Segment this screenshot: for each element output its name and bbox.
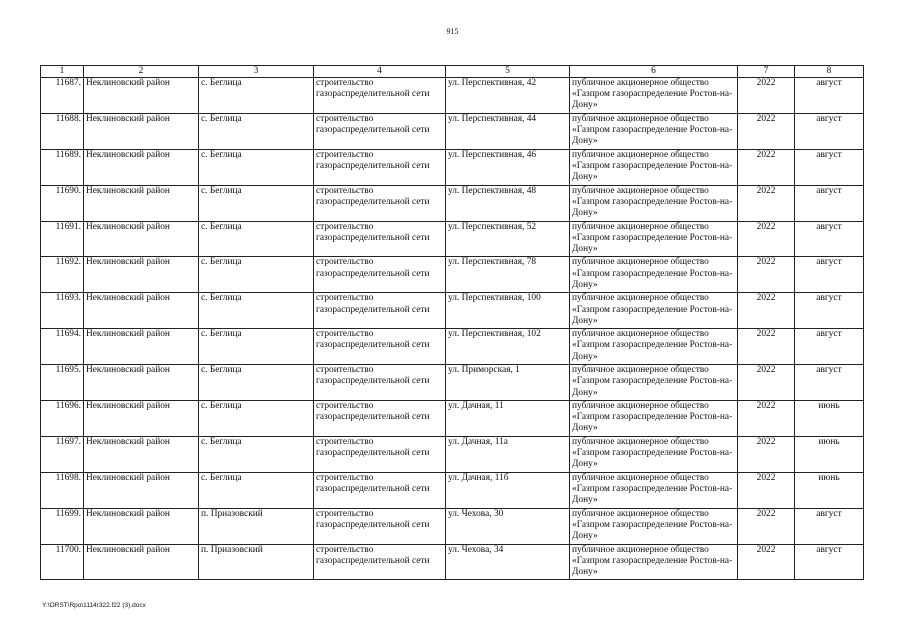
year-cell: 2022 xyxy=(738,185,795,221)
address-cell: ул. Перспективная, 52 xyxy=(446,221,570,257)
table-row xyxy=(41,149,864,185)
settlement-cell: с. Беглица xyxy=(199,113,314,149)
organization-cell: публичное акционерное общество «Газпром газораспределение Ростов-на-Дону» xyxy=(570,365,738,401)
work-type-cell: строительство газораспределительной сети xyxy=(314,149,446,185)
address-cell: ул. Приморская, 1 xyxy=(446,365,570,401)
organization-cell: публичное акционерное общество «Газпром газораспределение Ростов-на-Дону» xyxy=(570,401,738,437)
month-cell: август xyxy=(795,149,864,185)
district-cell: Неклиновский район xyxy=(84,113,199,149)
organization-cell: публичное акционерное общество «Газпром газораспределение Ростов-на-Дону» xyxy=(570,221,738,257)
work-type-cell: строительство газораспределительной сети xyxy=(314,329,446,365)
table-row xyxy=(41,472,864,508)
row-number: 11691. xyxy=(41,221,84,257)
column-number-row xyxy=(41,66,864,78)
row-number: 11693. xyxy=(41,293,84,329)
address-cell: ул. Чехова, 30 xyxy=(446,508,570,544)
row-number: 11698. xyxy=(41,472,84,508)
district-cell: Неклиновский район xyxy=(84,329,199,365)
year-cell: 2022 xyxy=(738,113,795,149)
work-type-cell: строительство газораспределительной сети xyxy=(314,257,446,293)
settlement-cell: с. Беглица xyxy=(199,472,314,508)
organization-cell: публичное акционерное общество «Газпром газораспределение Ростов-на-Дону» xyxy=(570,78,738,114)
year-cell: 2022 xyxy=(738,436,795,472)
organization-cell: публичное акционерное общество «Газпром газораспределение Ростов-на-Дону» xyxy=(570,113,738,149)
table-row xyxy=(41,185,864,221)
settlement-cell: с. Беглица xyxy=(199,257,314,293)
year-cell: 2022 xyxy=(738,401,795,437)
organization-cell: публичное акционерное общество «Газпром газораспределение Ростов-на-Дону» xyxy=(570,293,738,329)
year-cell: 2022 xyxy=(738,257,795,293)
year-cell: 2022 xyxy=(738,149,795,185)
column-header-4: 4 xyxy=(314,66,446,78)
address-cell: ул. Перспективная, 42 xyxy=(446,78,570,114)
address-cell: ул. Перспективная, 102 xyxy=(446,329,570,365)
work-type-cell: строительство газораспределительной сети xyxy=(314,401,446,437)
month-cell: июнь xyxy=(795,436,864,472)
district-cell: Неклиновский район xyxy=(84,293,199,329)
row-number: 11700. xyxy=(41,544,84,580)
year-cell: 2022 xyxy=(738,221,795,257)
row-number: 11690. xyxy=(41,185,84,221)
year-cell: 2022 xyxy=(738,78,795,114)
district-cell: Неклиновский район xyxy=(84,544,199,580)
year-cell: 2022 xyxy=(738,544,795,580)
row-number: 11696. xyxy=(41,401,84,437)
district-cell: Неклиновский район xyxy=(84,436,199,472)
address-cell: ул. Перспективная, 100 xyxy=(446,293,570,329)
row-number: 11697. xyxy=(41,436,84,472)
table-row xyxy=(41,436,864,472)
table-row xyxy=(41,78,864,114)
column-header-7: 7 xyxy=(738,66,795,78)
address-cell: ул. Перспективная, 46 xyxy=(446,149,570,185)
column-header-8: 8 xyxy=(795,66,864,78)
work-type-cell: строительство газораспределительной сети xyxy=(314,185,446,221)
month-cell: август xyxy=(795,329,864,365)
work-type-cell: строительство газораспределительной сети xyxy=(314,508,446,544)
work-type-cell: строительство газораспределительной сети xyxy=(314,293,446,329)
district-cell: Неклиновский район xyxy=(84,185,199,221)
district-cell: Неклиновский район xyxy=(84,365,199,401)
month-cell: август xyxy=(795,78,864,114)
work-type-cell: строительство газораспределительной сети xyxy=(314,544,446,580)
settlement-cell: п. Приазовский xyxy=(199,508,314,544)
year-cell: 2022 xyxy=(738,472,795,508)
month-cell: август xyxy=(795,257,864,293)
settlement-cell: с. Беглица xyxy=(199,185,314,221)
year-cell: 2022 xyxy=(738,365,795,401)
column-header-3: 3 xyxy=(199,66,314,78)
table-row xyxy=(41,544,864,580)
address-cell: ул. Чехова, 34 xyxy=(446,544,570,580)
work-type-cell: строительство газораспределительной сети xyxy=(314,365,446,401)
month-cell: август xyxy=(795,293,864,329)
organization-cell: публичное акционерное общество «Газпром газораспределение Ростов-на-Дону» xyxy=(570,508,738,544)
table-row xyxy=(41,508,864,544)
table-row xyxy=(41,257,864,293)
address-cell: ул. Дачная, 11а xyxy=(446,436,570,472)
settlement-cell: с. Беглица xyxy=(199,436,314,472)
organization-cell: публичное акционерное общество «Газпром газораспределение Ростов-на-Дону» xyxy=(570,436,738,472)
row-number: 11695. xyxy=(41,365,84,401)
settlement-cell: п. Приазовский xyxy=(199,544,314,580)
settlement-cell: с. Беглица xyxy=(199,293,314,329)
organization-cell: публичное акционерное общество «Газпром газораспределение Ростов-на-Дону» xyxy=(570,149,738,185)
work-type-cell: строительство газораспределительной сети xyxy=(314,113,446,149)
column-header-1: 1 xyxy=(41,66,84,78)
organization-cell: публичное акционерное общество «Газпром газораспределение Ростов-на-Дону» xyxy=(570,257,738,293)
table-row xyxy=(41,329,864,365)
month-cell: август xyxy=(795,221,864,257)
organization-cell: публичное акционерное общество «Газпром газораспределение Ростов-на-Дону» xyxy=(570,185,738,221)
table-row xyxy=(41,401,864,437)
organization-cell: публичное акционерное общество «Газпром газораспределение Ростов-на-Дону» xyxy=(570,544,738,580)
address-cell: ул. Перспективная, 48 xyxy=(446,185,570,221)
year-cell: 2022 xyxy=(738,329,795,365)
address-cell: ул. Дачная, 11 xyxy=(446,401,570,437)
district-cell: Неклиновский район xyxy=(84,78,199,114)
organization-cell: публичное акционерное общество «Газпром газораспределение Ростов-на-Дону» xyxy=(570,329,738,365)
district-cell: Неклиновский район xyxy=(84,221,199,257)
work-type-cell: строительство газораспределительной сети xyxy=(314,436,446,472)
year-cell: 2022 xyxy=(738,293,795,329)
month-cell: август xyxy=(795,113,864,149)
row-number: 11692. xyxy=(41,257,84,293)
register-table xyxy=(40,65,864,580)
month-cell: июнь xyxy=(795,401,864,437)
settlement-cell: с. Беглица xyxy=(199,401,314,437)
table-row xyxy=(41,221,864,257)
row-number: 11694. xyxy=(41,329,84,365)
settlement-cell: с. Беглица xyxy=(199,78,314,114)
district-cell: Неклиновский район xyxy=(84,257,199,293)
month-cell: август xyxy=(795,185,864,221)
table-row xyxy=(41,113,864,149)
settlement-cell: с. Беглица xyxy=(199,365,314,401)
column-header-2: 2 xyxy=(84,66,199,78)
settlement-cell: с. Беглица xyxy=(199,329,314,365)
month-cell: июнь xyxy=(795,472,864,508)
address-cell: ул. Перспективная, 78 xyxy=(446,257,570,293)
work-type-cell: строительство газораспределительной сети xyxy=(314,78,446,114)
organization-cell: публичное акционерное общество «Газпром газораспределение Ростов-на-Дону» xyxy=(570,472,738,508)
table-row xyxy=(41,365,864,401)
table-row xyxy=(41,293,864,329)
work-type-cell: строительство газораспределительной сети xyxy=(314,472,446,508)
row-number: 11699. xyxy=(41,508,84,544)
column-header-6: 6 xyxy=(570,66,738,78)
month-cell: август xyxy=(795,365,864,401)
month-cell: август xyxy=(795,544,864,580)
district-cell: Неклиновский район xyxy=(84,472,199,508)
row-number: 11687. xyxy=(41,78,84,114)
settlement-cell: с. Беглица xyxy=(199,221,314,257)
month-cell: август xyxy=(795,508,864,544)
year-cell: 2022 xyxy=(738,508,795,544)
district-cell: Неклиновский район xyxy=(84,149,199,185)
page-number: 915 xyxy=(446,27,459,36)
file-path-footer: Y:\ORST\Rpo\1114r322.f22 (3).docx xyxy=(42,602,146,609)
row-number: 11689. xyxy=(41,149,84,185)
column-header-5: 5 xyxy=(446,66,570,78)
settlement-cell: с. Беглица xyxy=(199,149,314,185)
address-cell: ул. Дачная, 11б xyxy=(446,472,570,508)
row-number: 11688. xyxy=(41,113,84,149)
work-type-cell: строительство газораспределительной сети xyxy=(314,221,446,257)
district-cell: Неклиновский район xyxy=(84,508,199,544)
district-cell: Неклиновский район xyxy=(84,401,199,437)
address-cell: ул. Перспективная, 44 xyxy=(446,113,570,149)
